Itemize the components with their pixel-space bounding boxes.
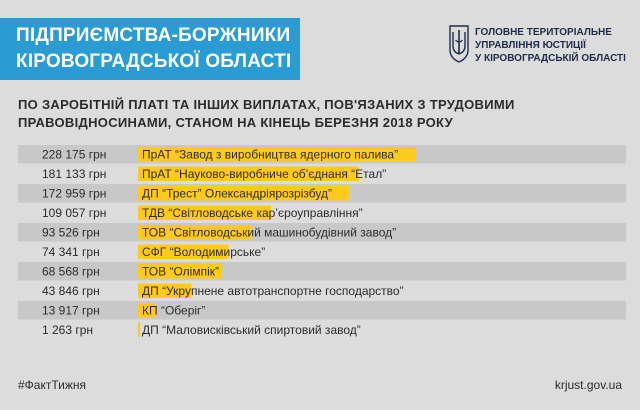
value-label: 109 057 грн [42,206,107,220]
subtitle-line-2: ПРАВОВІДНОСИНАМИ, СТАНОМ НА КІНЕЦЬ БЕРЕЗНЯ 2018 РОКУ [18,115,453,130]
value-label: 43 846 грн [42,284,100,298]
org-line-1: ГОЛОВНЕ ТЕРИТОРІАЛЬНЕ [475,27,612,38]
value-label: 74 341 грн [42,245,100,259]
category-label: ПрАТ “Завод з виробництва ядерного палива” [142,147,399,162]
org-line-2: УПРАВЛІННЯ ЮСТИЦІЇ [475,40,586,51]
category-label: ДП “Трест” Олександріярозрізбуд” [142,186,332,201]
row-stripe [18,262,626,281]
category-label: ТОВ “Світловодський машинобудівний завод” [142,225,397,240]
site-link[interactable]: krjust.gov.ua [554,378,622,392]
category-label: СФГ “Володимирське” [142,245,266,259]
org-line-3: У КІРОВОГРАДСЬКІЙ ОБЛАСТІ [475,53,626,64]
bar [138,323,140,338]
subtitle-line-1: ПО ЗАРОБІТНІЙ ПЛАТІ ТА ІНШИХ ВИПЛАТАХ, ПОВ'ЯЗАНИХ З ТРУДОВИМИ [18,97,515,112]
category-label: ДП “Укрупнене автотранспортне господарство” [142,284,404,298]
category-label: ПрАТ “Науково-виробниче об’єднаня “Етал” [142,167,387,181]
value-label: 13 917 грн [42,303,100,318]
value-label: 68 568 грн [42,264,100,279]
row-stripe [18,301,626,320]
value-label: 181 133 грн [42,167,107,181]
category-label: ТДВ “Світловодське кар’єроуправління” [142,206,363,220]
value-label: 1 263 грн [42,323,94,337]
value-label: 228 175 грн [42,147,107,162]
value-label: 93 526 грн [42,225,100,240]
title-line-1: ПІДПРИЄМСТВА-БОРЖНИКИ [16,25,291,46]
value-label: 172 959 грн [42,186,107,201]
category-label: ТОВ “Олімпік” [142,264,219,279]
title-line-2: КІРОВОГРАДСЬКОЇ ОБЛАСТІ [16,51,292,72]
row-stripe [18,243,626,262]
category-label: КП “Оберіг” [142,303,206,318]
category-label: ДП “Маловисківський спиртовий завод” [142,323,361,337]
hashtag: #ФактТижня [18,378,87,392]
